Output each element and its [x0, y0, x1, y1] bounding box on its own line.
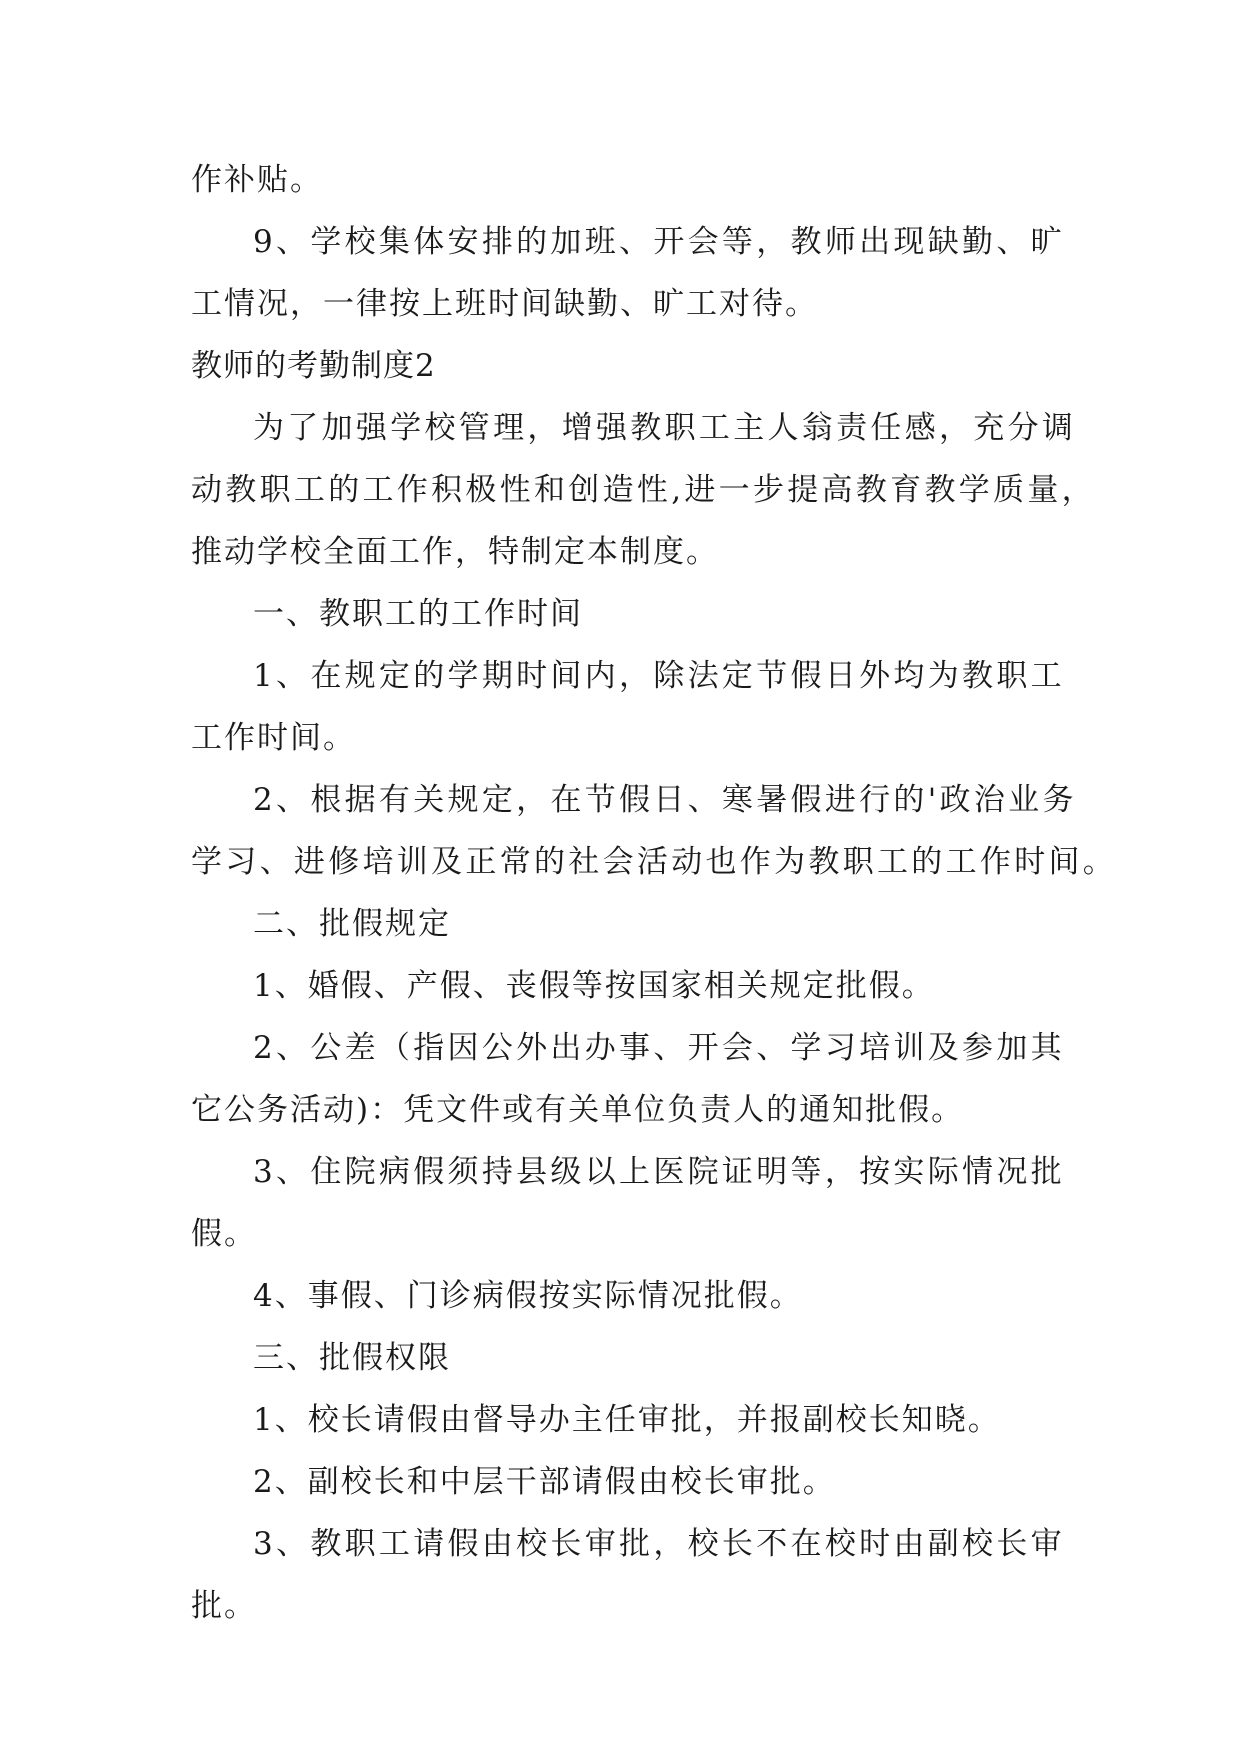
text-line: 3、住院病假须持县级以上医院证明等，按实际情况批	[253, 1154, 1065, 1190]
text-line: 动教职工的工作积极性和创造性,进一步提高教育教学质量，	[191, 472, 1096, 508]
text-line: 2、副校长和中层干部请假由校长审批。	[253, 1464, 836, 1500]
text-line: 推动学校全面工作，特制定本制度。	[191, 534, 719, 570]
text-line: 1、校长请假由督导办主任审批，并报副校长知晓。	[253, 1402, 1001, 1438]
text-line: 1、婚假、产假、丧假等按国家相关规定批假。	[253, 968, 935, 1004]
subheading: 二、批假规定	[253, 906, 451, 942]
text-line: 3、教职工请假由校长审批，校长不在校时由副校长审	[253, 1526, 1065, 1562]
text-line: 学习、进修培训及正常的社会活动也作为教职工的工作时间。	[191, 844, 1118, 880]
text-line: 2、公差（指因公外出办事、开会、学习培训及参加其	[253, 1030, 1065, 1066]
text-line: 9、学校集体安排的加班、开会等，教师出现缺勤、旷	[253, 224, 1065, 260]
subheading: 三、批假权限	[253, 1340, 451, 1376]
text-line: 它公务活动)：凭文件或有关单位负责人的通知批假。	[191, 1092, 965, 1128]
subheading: 一、教职工的工作时间	[253, 596, 583, 632]
text-line: 假。	[191, 1216, 257, 1252]
text-line: 1、在规定的学期时间内，除法定节假日外均为教职工	[253, 658, 1065, 694]
text-line: 工情况，一律按上班时间缺勤、旷工对待。	[191, 286, 818, 322]
text-line: 批。	[191, 1588, 257, 1624]
text-line: 2、根据有关规定，在节假日、寒暑假进行的'政治业务	[253, 782, 1077, 818]
text-line: 工作时间。	[191, 720, 356, 756]
text-line: 4、事假、门诊病假按实际情况批假。	[253, 1278, 803, 1314]
section-title: 教师的考勤制度2	[191, 348, 436, 384]
text-line: 为了加强学校管理，增强教职工主人翁责任感，充分调	[253, 410, 1077, 446]
text-line: 作补贴。	[191, 162, 323, 198]
